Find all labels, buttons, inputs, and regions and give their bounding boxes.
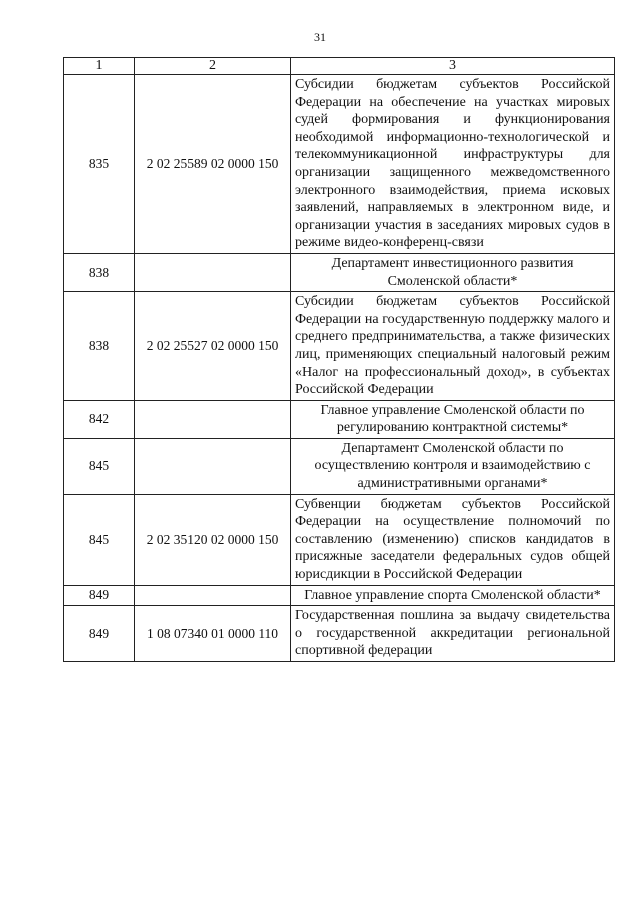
- table-body: [64, 58, 615, 662]
- budget-code-cell: [135, 438, 291, 494]
- description-cell: Субсидии бюджетам субъектов Российской Федерации на государственную поддержку малого и среднего предпринимательства, а также физических лиц, применяющих специальный налоговый режим «Налог на профессиональный доход», в субъектах Российской Федерации: [291, 292, 615, 401]
- budget-code-cell: [135, 400, 291, 438]
- department-row: [64, 585, 615, 606]
- page-number: 31: [314, 30, 326, 44]
- table-row: [64, 292, 615, 401]
- budget-classification-table: [63, 57, 615, 662]
- department-name-cell: Департамент инвестиционного развития Смоленской области*: [291, 253, 615, 291]
- department-name-cell: Департамент Смоленской области по осуществлению контроля и взаимодействию с административными органами*: [291, 438, 615, 494]
- budget-code-cell: 2 02 25589 02 0000 150: [135, 75, 291, 254]
- budget-code-cell: 2 02 35120 02 0000 150: [135, 494, 291, 585]
- column-header-3: 3: [291, 58, 615, 75]
- table-row: [64, 606, 615, 662]
- department-name-cell: Главное управление спорта Смоленской области*: [291, 585, 615, 606]
- department-row: [64, 438, 615, 494]
- admin-code-cell: 835: [64, 75, 135, 254]
- column-header-1: 1: [64, 58, 135, 75]
- description-cell: Государственная пошлина за выдачу свидетельства о государственной аккредитации региональной спортивной федерации: [291, 606, 615, 662]
- budget-code-cell: [135, 585, 291, 606]
- admin-code-cell: 849: [64, 585, 135, 606]
- budget-code-cell: 1 08 07340 01 0000 110: [135, 606, 291, 662]
- budget-code-cell: 2 02 25527 02 0000 150: [135, 292, 291, 401]
- admin-code-cell: 838: [64, 292, 135, 401]
- admin-code-cell: 838: [64, 253, 135, 291]
- admin-code-cell: 845: [64, 494, 135, 585]
- column-header-2: 2: [135, 58, 291, 75]
- department-name-cell: Главное управление Смоленской области по регулированию контрактной системы*: [291, 400, 615, 438]
- description-cell: Субсидии бюджетам субъектов Российской Федерации на обеспечение на участках мировых судей формирования и функционирования необходимой информационно-технологической и телекоммуникационной инфраструктуры для организации защищенного межведомственного электронного взаимодействия, приема исковых заявлений, направляемых в электронном виде, и организации участия в заседаниях мировых судов в режиме видео-конференц-связи: [291, 75, 615, 254]
- department-row: [64, 253, 615, 291]
- description-cell: Субвенции бюджетам субъектов Российской Федерации на осуществление полномочий по составлению (изменению) списков кандидатов в присяжные заседатели федеральных судов общей юрисдикции в Российской Федерации: [291, 494, 615, 585]
- budget-code-cell: [135, 253, 291, 291]
- admin-code-cell: 849: [64, 606, 135, 662]
- table-row: [64, 75, 615, 254]
- table-row: [64, 494, 615, 585]
- admin-code-cell: 845: [64, 438, 135, 494]
- table-header-row: [64, 58, 615, 75]
- department-row: [64, 400, 615, 438]
- admin-code-cell: 842: [64, 400, 135, 438]
